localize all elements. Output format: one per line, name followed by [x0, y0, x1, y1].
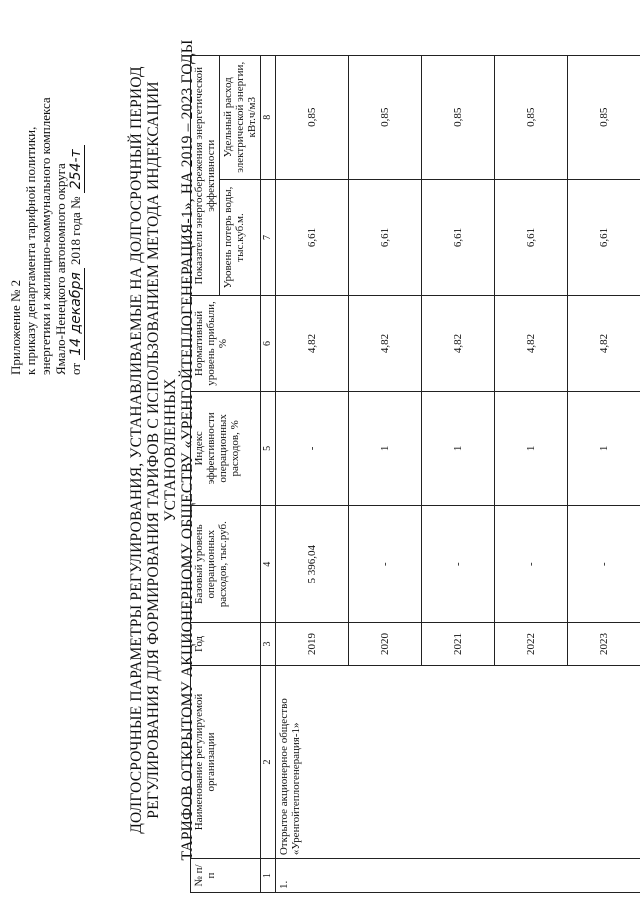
cell-base: -	[568, 506, 640, 623]
header-year: Год	[191, 623, 261, 666]
col-number: 1	[261, 859, 276, 893]
appendix-line-region: Ямало-Ненецкого автономного округа	[53, 163, 68, 375]
table-header-row	[191, 56, 220, 893]
cell-index: -	[276, 391, 349, 506]
cell-base: -	[349, 506, 422, 623]
title-line-2: РЕГУЛИРОВАНИЯ ДЛЯ ФОРМИРОВАНИЯ ТАРИФОВ С ИСПОЛЬЗОВАНИЕМ МЕТОДА ИНДЕКСАЦИИ УСТАНОВЛЕННЫХ	[145, 81, 179, 819]
cell-specific: 0,85	[568, 56, 640, 180]
row-number: 1.	[276, 859, 640, 893]
col-number: 2	[261, 665, 276, 858]
date-year-text: 2018 года №	[68, 196, 83, 265]
header-specific-consumption: Удельный расход электрической энергии, кВт.ч/м3	[220, 56, 261, 180]
cell-specific: 0,85	[422, 56, 495, 180]
header-base-level: Базовый уровень операционных расходов, тыс.руб.	[191, 506, 261, 623]
header-name: Наименование регулируемой организации	[191, 665, 261, 858]
cell-profit: 4,82	[568, 296, 640, 391]
cell-index: 1	[568, 391, 640, 506]
col-number: 8	[261, 56, 276, 180]
cell-loss: 6,61	[276, 179, 349, 296]
appendix-header	[8, 15, 84, 375]
date-day-handwritten: 14 декабря	[68, 268, 85, 360]
cell-loss: 6,61	[349, 179, 422, 296]
parameters-table	[190, 55, 640, 893]
col-number: 7	[261, 179, 276, 296]
appendix-line-order: к приказу департамента тарифной политики,	[23, 126, 38, 375]
cell-profit: 4,82	[495, 296, 568, 391]
col-number: 5	[261, 391, 276, 506]
header-efficiency-index: Индекс эффективности операционных расходов, %	[191, 391, 261, 506]
cell-year: 2020	[349, 623, 422, 666]
title-line-1: ДОЛГОСРОЧНЫЕ ПАРАМЕТРЫ РЕГУЛИРОВАНИЯ, УСТАНАВЛИВАЕМЫЕ НА ДОЛГОСРОЧНЫЙ ПЕРИОД	[128, 66, 145, 834]
cell-base: -	[495, 506, 568, 623]
appendix-title: Приложение № 2	[8, 279, 23, 375]
date-prefix: от	[68, 362, 83, 375]
header-water-loss: Уровень потерь воды, тыс.куб.м.	[220, 179, 261, 296]
organization-name: Открытое акционерное общество «Уренгойтеплогенерация-1»	[276, 665, 640, 858]
col-number: 3	[261, 623, 276, 666]
cell-base: 5 396,04	[276, 506, 349, 623]
table-row	[276, 56, 349, 893]
appendix-date-line	[68, 15, 84, 375]
cell-index: 1	[422, 391, 495, 506]
title-line-3: ТАРИФОВ ОТКРЫТОМУ АКЦИОНЕРНОМУ ОБЩЕСТВУ «УРЕНГОЙТЕПЛОГЕНЕРАЦИЯ-1», НА 2019 – 2023 ГОДЫ	[179, 39, 196, 861]
document-title	[128, 15, 196, 885]
cell-profit: 4,82	[276, 296, 349, 391]
cell-year: 2023	[568, 623, 640, 666]
cell-specific: 0,85	[276, 56, 349, 180]
cell-specific: 0,85	[495, 56, 568, 180]
cell-base: -	[422, 506, 495, 623]
header-profit-level: Нормативный уровень прибыли, %	[191, 296, 261, 391]
cell-year: 2021	[422, 623, 495, 666]
column-number-row	[261, 56, 276, 893]
col-number: 6	[261, 296, 276, 391]
cell-specific: 0,85	[349, 56, 422, 180]
cell-year: 2022	[495, 623, 568, 666]
order-number-handwritten: 254-т	[68, 145, 85, 193]
header-energy-group: Показатели энергосбережения энергетической эффективности	[191, 56, 220, 296]
appendix-line-department: энергетики и жилищно-коммунального комплекса	[38, 97, 53, 375]
cell-loss: 6,61	[568, 179, 640, 296]
cell-year: 2019	[276, 623, 349, 666]
cell-loss: 6,61	[422, 179, 495, 296]
cell-profit: 4,82	[349, 296, 422, 391]
cell-profit: 4,82	[422, 296, 495, 391]
header-num: № п/п	[191, 859, 261, 893]
col-number: 4	[261, 506, 276, 623]
cell-index: 1	[495, 391, 568, 506]
cell-loss: 6,61	[495, 179, 568, 296]
cell-index: 1	[349, 391, 422, 506]
